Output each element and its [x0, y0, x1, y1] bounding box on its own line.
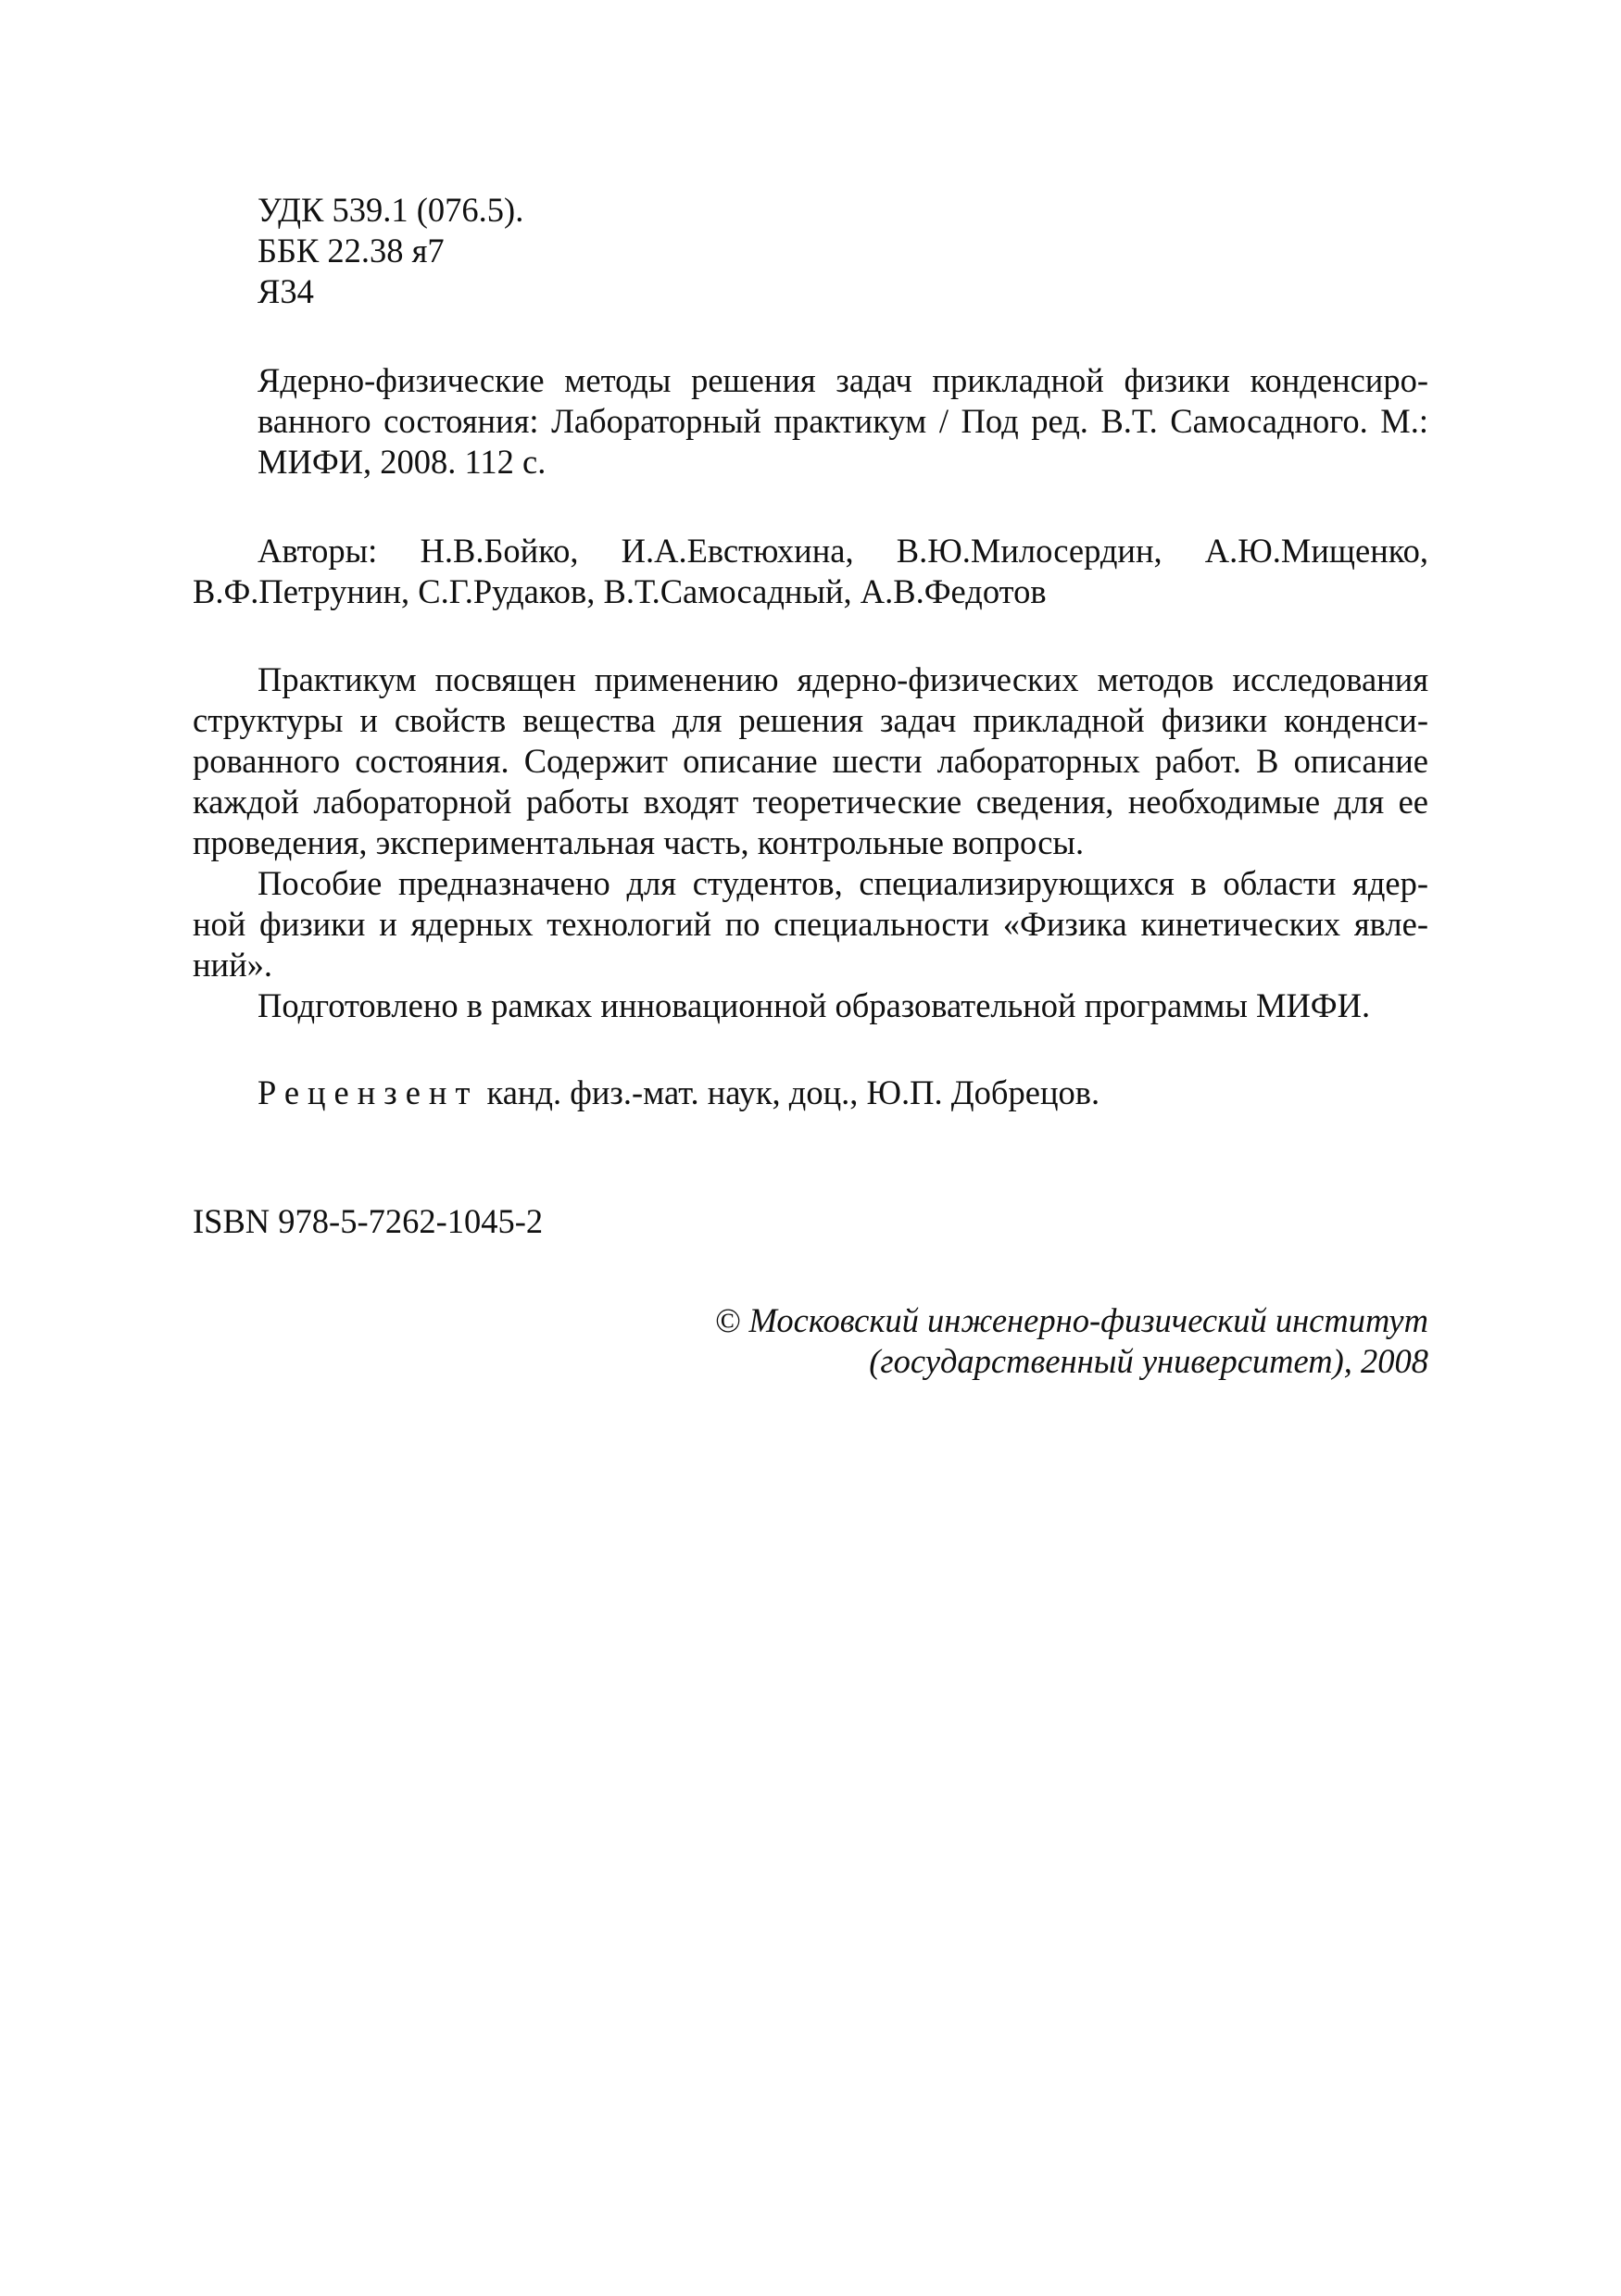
reviewer-block	[258, 1073, 1428, 1113]
abstract-line: ний».	[193, 946, 272, 984]
authors-block	[193, 531, 1428, 612]
author-mark: Я34	[258, 272, 314, 310]
authors-line: В.Ф.Петрунин, С.Г.Рудаков, В.Т.Самосадный, А.В.Федотов	[193, 572, 1047, 610]
reviewer-text: канд. физ.-мат. наук, доц., Ю.П. Добрецов.	[478, 1073, 1100, 1111]
abstract-line: Практикум посвящен применению ядерно-физических методов исследования	[258, 660, 1428, 698]
copyright-block	[463, 1300, 1428, 1382]
isbn: ISBN 978-5-7262-1045-2	[193, 1202, 544, 1240]
citation-line: Ядерно-физические методы решения задач прикладной физики конденсиро-	[258, 361, 1428, 399]
abstract-line: структуры и свойств вещества для решения задач прикладной физики конденси-	[193, 701, 1428, 739]
abstract-line: каждой лабораторной работы входят теоретические сведения, необходимые для ее	[193, 783, 1428, 821]
citation-line: МИФИ, 2008. 112 с.	[258, 443, 547, 481]
classification-block	[258, 190, 1428, 312]
bbk-code: ББК 22.38 я7	[258, 232, 445, 270]
isbn-block	[193, 1201, 1363, 1242]
citation-block	[258, 360, 1428, 483]
copyright-line: (государственный университет), 2008	[869, 1342, 1428, 1380]
abstract-block	[193, 659, 1428, 1026]
udk-code: УДК 539.1 (076.5).	[258, 191, 524, 229]
abstract-line: Пособие предназначено для студентов, специализирующихся в области ядер-	[258, 864, 1428, 902]
abstract-line: ной физики и ядерных технологий по специальности «Физика кинетических явле-	[193, 905, 1428, 943]
abstract-line: проведения, экспериментальная часть, контрольные вопросы.	[193, 823, 1085, 861]
abstract-line: Подготовлено в рамках инновационной образовательной программы МИФИ.	[258, 986, 1371, 1024]
citation-line: ванного состояния: Лабораторный практикум / Под ред. В.Т. Самосадного. М.:	[258, 402, 1428, 440]
abstract-line: рованного состояния. Содержит описание шести лабораторных работ. В описание	[193, 742, 1428, 780]
copyright-line: © Московский инженерно-физический институт	[714, 1301, 1428, 1339]
reviewer-label: Рецензент	[258, 1073, 479, 1111]
authors-line: Авторы: Н.В.Бойко, И.А.Евстюхина, В.Ю.Милосердин, А.Ю.Мищенко,	[258, 532, 1428, 570]
